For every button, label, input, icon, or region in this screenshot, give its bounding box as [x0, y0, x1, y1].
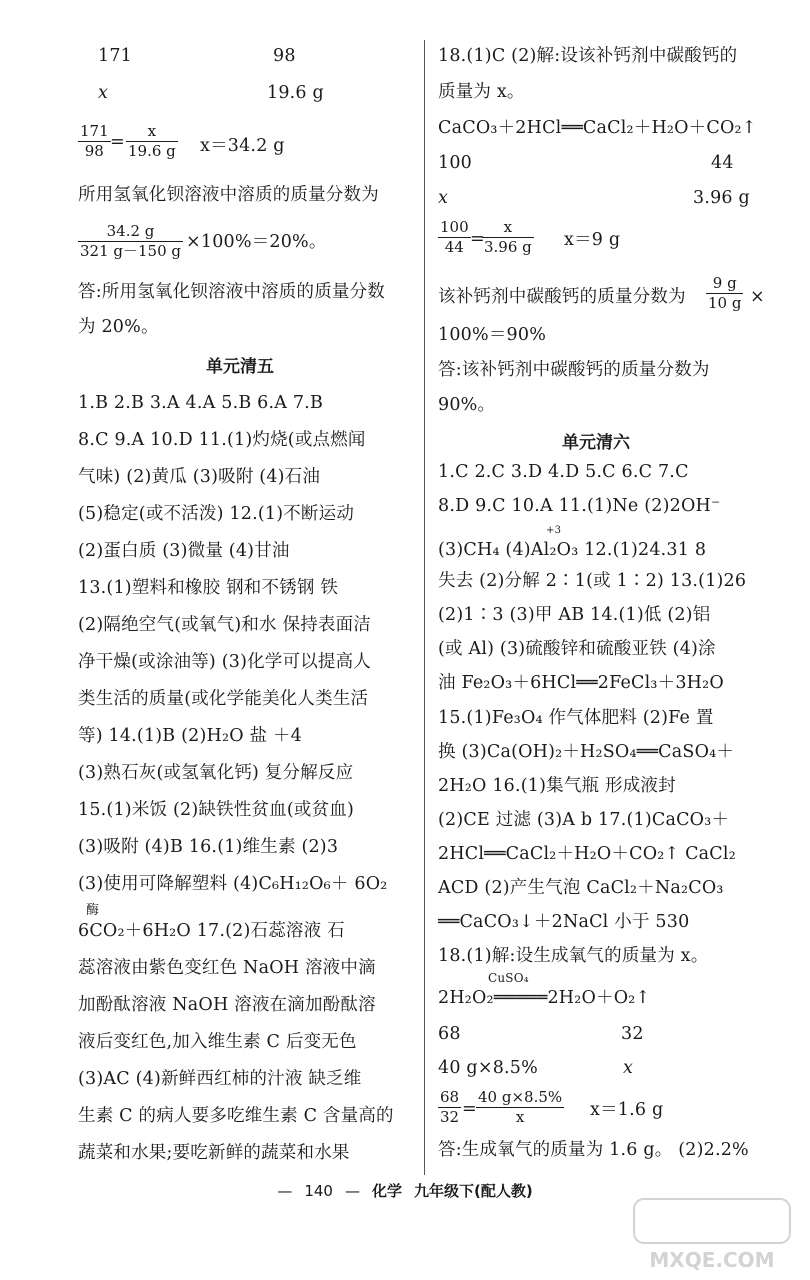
given-mass: 19.6 g [267, 83, 324, 103]
given-mass: 40 g×8.5% [438, 1058, 538, 1078]
answer-line: 8.D 9.C 10.A 11.(1)Ne (2)2OH⁻ [438, 496, 721, 516]
catalyst-label: CuSO₄ [488, 971, 529, 985]
oxidation-state: +3 [546, 525, 562, 536]
column-divider [424, 40, 425, 1175]
answer-line: 气味) (2)黄瓜 (3)吸附 (4)石油 [78, 467, 321, 487]
unknown-x: x [98, 83, 109, 103]
formula-mass-a: 100 [438, 153, 473, 173]
answer-line: (3)使用可降解塑料 (4)C₆H₁₂O₆＋ 6O₂ [78, 874, 388, 894]
answer-line: 100%＝90% [438, 325, 547, 345]
formula-mass-b: 44 [711, 153, 734, 173]
unknown-x: x [623, 1058, 634, 1078]
formula-mass-a: 171 [98, 46, 133, 66]
ratio-fraction-1: $\frac{100}{44}$ [440, 218, 469, 256]
answer-line: 答:该补钙剂中碳酸钙的质量分数为 [438, 360, 710, 380]
answer-line: 8.C 9.A 10.D 11.(1)灼烧(或点燃闻 [78, 430, 366, 450]
answer-line: 答:生成氧气的质量为 1.6 g。 (2)2.2% [438, 1140, 749, 1160]
equals-sign: = [110, 132, 125, 152]
ratio-fraction-2: $\frac{40 g\times 8.5\%}{x}$ [478, 1088, 563, 1126]
percent-fraction: $\frac{9 g}{10 g}$ [708, 274, 742, 312]
formula-mass-b: 32 [621, 1024, 644, 1044]
answer-line: 失去 (2)分解 2∶1(或 1∶2) 13.(1)26 [438, 571, 747, 591]
answer-line: 油 Fe₂O₃＋6HCl══2FeCl₃＋3H₂O [438, 673, 724, 693]
result-x: x＝9 g [564, 230, 621, 250]
text-line: 该补钙剂中碳酸钙的质量分数为 [438, 287, 686, 307]
answer-line: 类生活的质量(或化学能美化人类生活 [78, 689, 369, 709]
section-heading: 单元清六 [562, 433, 630, 453]
answer-line: (或 Al) (3)硫酸锌和硫酸亚铁 (4)涂 [438, 639, 716, 659]
equals-sign: = [462, 1099, 477, 1119]
answer-line: 生素 C 的病人要多吃维生素 C 含量高的 [78, 1106, 394, 1126]
ratio-fraction-1: $\frac{171}{98}$ [80, 122, 109, 160]
formula-mass-b: 98 [273, 46, 296, 66]
answer-line: (3)熟石灰(或氢氧化钙) 复分解反应 [78, 763, 354, 783]
answer-line: 13.(1)塑料和橡胶 钢和不锈钢 铁 [78, 578, 339, 598]
footer-dash: — [344, 1182, 360, 1200]
answer-line: 答:所用氢氧化钡溶液中溶质的质量分数 [78, 282, 385, 302]
answer-line: (3)CH₄ (4)Al₂O₃ 12.(1)24.31 8 [438, 540, 707, 560]
answer-line: 加酚酞溶液 NaOH 溶液在滴加酚酞溶 [78, 995, 376, 1015]
times-sign: × [750, 287, 765, 307]
site-watermark-logo [632, 1195, 792, 1275]
result-x: x＝34.2 g [200, 136, 285, 156]
ratio-fraction-1: $\frac{68}{32}$ [440, 1088, 460, 1126]
answer-line: (5)稳定(或不活泼) 12.(1)不断运动 [78, 504, 355, 524]
answer-line: 液后变红色,加入维生素 C 后变无色 [78, 1032, 357, 1052]
answer-line: 为 20%。 [78, 317, 159, 337]
answer-line: 2HCl══CaCl₂＋H₂O＋CO₂↑ CaCl₂ [438, 844, 736, 864]
answer-line: 1.B 2.B 3.A 4.A 5.B 6.A 7.B [78, 393, 324, 413]
ratio-fraction-2: $\frac{x}{19.6 g}$ [128, 122, 176, 160]
percent-fraction: $\frac{34.2 g}{321 g-150 g}$ [80, 222, 182, 260]
page-number: 140 [304, 1182, 333, 1200]
answer-line: ══CaCO₃↓＋2NaCl 小于 530 [438, 912, 690, 932]
result-x: x＝1.6 g [590, 1100, 664, 1120]
chemical-equation: CaCO₃＋2HCl══CaCl₂＋H₂O＋CO₂↑ [438, 118, 757, 138]
answer-line: (2)CE 过滤 (3)A b 17.(1)CaCO₃＋ [438, 810, 730, 830]
section-heading: 单元清五 [206, 357, 274, 377]
answer-line: (2)隔绝空气(或氧气)和水 保持表面洁 [78, 615, 372, 635]
ratio-fraction-2: $\frac{x}{3.96 g}$ [484, 218, 532, 256]
answer-line: 质量为 x。 [438, 82, 525, 102]
answer-line: 蕊溶液由紫色变红色 NaOH 溶液中滴 [78, 958, 376, 978]
answer-line: (2)蛋白质 (3)微量 (4)甘油 [78, 541, 290, 561]
answer-line: ACD (2)产生气泡 CaCl₂＋Na₂CO₃ [438, 878, 724, 898]
footer-subject: 化学 [371, 1182, 402, 1200]
answer-line: (2)1∶3 (3)甲 AB 14.(1)低 (2)铝 [438, 605, 711, 625]
answer-line: 换 (3)Ca(OH)₂＋H₂SO₄══CaSO₄＋ [438, 742, 735, 762]
answer-line: 等) 14.(1)B (2)H₂O 盐 ＋4 [78, 726, 303, 746]
answer-line: 净干燥(或涂油等) (3)化学可以提高人 [78, 652, 372, 672]
answer-line: 蔬菜和水果;要吃新鲜的蔬菜和水果 [78, 1143, 350, 1163]
chemical-equation: 2H₂O₂═════2H₂O＋O₂↑ [438, 988, 651, 1008]
catalyst-label: 酶 [86, 903, 100, 918]
answer-line: 18.(1)C (2)解:设该补钙剂中碳酸钙的 [438, 46, 738, 66]
answer-line: 6CO₂＋6H₂O 17.(2)石蕊溶液 石 [78, 921, 345, 941]
answer-line: 1.C 2.C 3.D 4.D 5.C 6.C 7.C [438, 462, 689, 482]
unknown-x: x [438, 188, 449, 208]
footer-dash: — [277, 1182, 293, 1200]
answer-line: 90%。 [438, 395, 496, 415]
answer-line: 15.(1)Fe₃O₄ 作气体肥料 (2)Fe 置 [438, 708, 714, 728]
watermark-text: MXQE.COM [649, 1248, 775, 1272]
formula-mass-a: 68 [438, 1024, 461, 1044]
answer-line: 2H₂O 16.(1)集气瓶 形成液封 [438, 776, 676, 796]
equals-sign: = [470, 229, 485, 249]
given-mass: 3.96 g [693, 188, 750, 208]
answer-line: 18.(1)解:设生成氧气的质量为 x。 [438, 946, 709, 966]
answer-line: (3)吸附 (4)B 16.(1)维生素 (2)3 [78, 837, 339, 857]
footer-grade: 九年级下(配人教) [413, 1182, 533, 1200]
text-line: 所用氢氧化钡溶液中溶质的质量分数为 [78, 185, 379, 205]
percent-result: ×100%＝20%。 [186, 232, 327, 252]
answer-line: 15.(1)米饭 (2)缺铁性贫血(或贫血) [78, 800, 355, 820]
answer-line: (3)AC (4)新鲜西红柿的汁液 缺乏维 [78, 1069, 362, 1089]
